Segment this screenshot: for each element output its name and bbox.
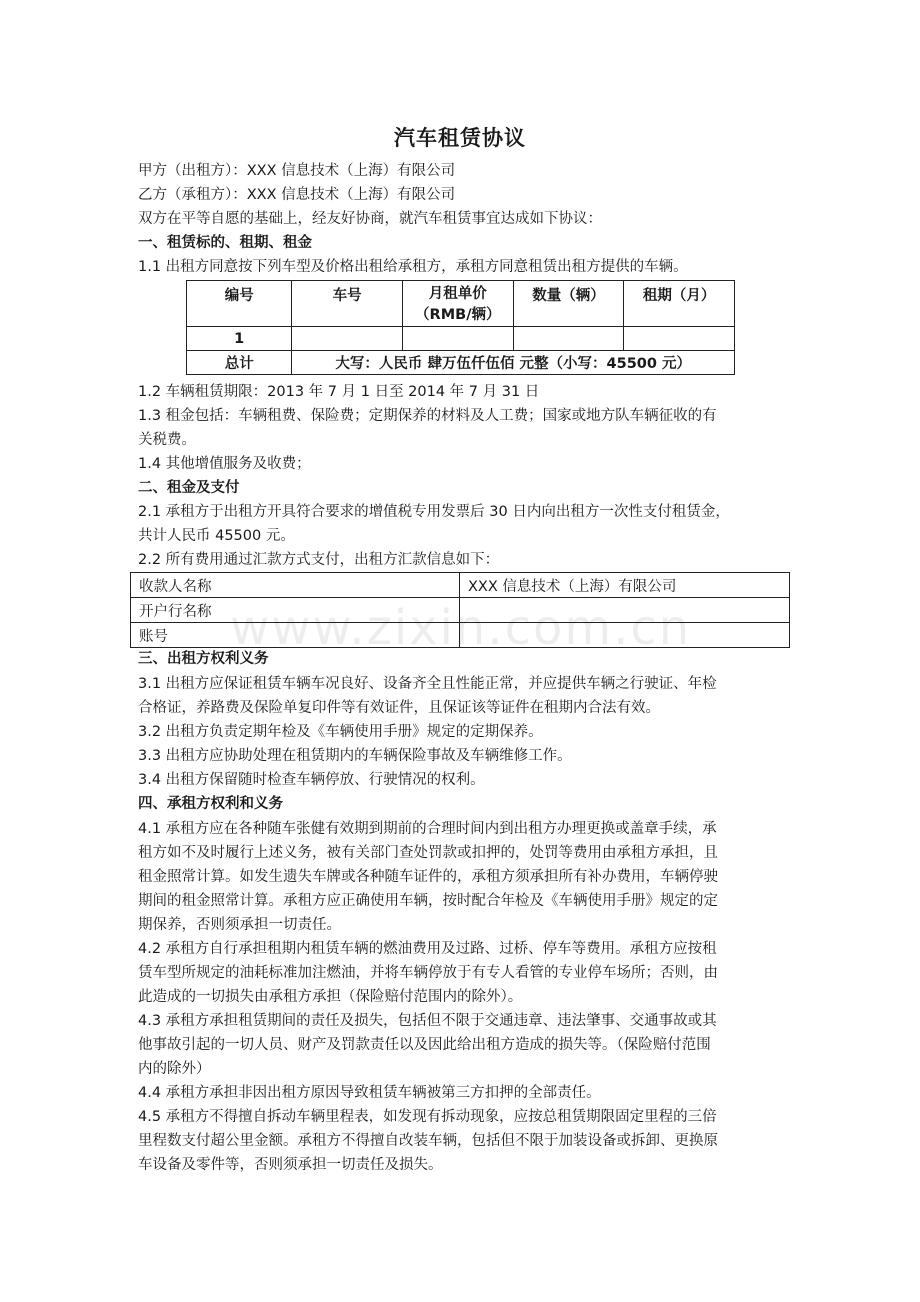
row-number-cell: 1	[187, 327, 292, 351]
row-term-cell	[624, 327, 735, 351]
clause-4-1-line4: 期间的租金照常计算。承租方应正确使用车辆，按时配合年检及《车辆使用手册》规定的定	[138, 893, 718, 909]
clause-1-3-line2: 关税费。	[138, 432, 196, 448]
table-row	[131, 598, 790, 623]
clause-4-2-line1: 4.2 承租方自行承担租期内租赁车辆的燃油费用及过路、过桥、停车等费用。承租方应按租	[138, 941, 717, 957]
vehicle-table-header	[187, 281, 735, 327]
party-a: 甲方（出租方）：XXX 信息技术（上海）有限公司	[138, 163, 456, 179]
payee-name-value: XXX 信息技术（上海）有限公司	[460, 573, 790, 598]
clause-3-4: 3.4 出租方保留随时检查车辆停放、行驶情况的权利。	[138, 772, 485, 788]
table-total-row	[187, 351, 735, 375]
payment-info-table	[130, 572, 790, 648]
clause-2-1-line2: 共计人民币 45500 元。	[138, 528, 295, 544]
header-monthly-rent-unit: （RMB/辆）	[415, 307, 501, 323]
clause-1-3-line1: 1.3 租金包括：车辆租费、保险费；定期保养的材料及人工费；国家或地方队车辆征收的有	[138, 408, 717, 424]
clause-4-3-line3: 内的除外）	[138, 1061, 211, 1077]
header-cell-plate: 车号	[292, 281, 402, 327]
clause-1-2: 1.2 车辆租赁期限：2013 年 7 月 1 日至 2014 年 7 月 31 日	[138, 384, 540, 400]
clause-2-2: 2.2 所有费用通过汇款方式支付，出租方汇款信息如下：	[138, 552, 500, 568]
header-cell-number: 编号	[187, 281, 292, 327]
watermark: www.zixin.com.cn	[230, 600, 692, 656]
section-3-heading: 三、出租方权利义务	[138, 651, 269, 667]
table-row	[131, 573, 790, 598]
bank-name-label: 开户行名称	[131, 598, 460, 623]
total-value-cell: 大写：人民币 肆万伍仟伍佰 元整（小写：45500 元）	[292, 351, 735, 375]
clause-4-4: 4.4 承租方承担非因出租方原因导致租赁车辆被第三方扣押的全部责任。	[138, 1085, 601, 1101]
clause-3-2: 3.2 出租方负责定期年检及《车辆使用手册》规定的定期保养。	[138, 724, 543, 740]
row-rent-cell	[402, 327, 513, 351]
table-row	[131, 623, 790, 648]
party-b: 乙方（承租方）：XXX 信息技术（上海）有限公司	[138, 187, 456, 203]
clause-1-4: 1.4 其他增值服务及收费；	[138, 456, 311, 472]
clause-4-1-line5: 期保养，否则须承担一切责任。	[138, 917, 341, 933]
clause-4-2-line2: 赁车型所规定的油耗标准加注燃油，并将车辆停放于有专人看管的专业停车场所；否则，由	[138, 965, 718, 981]
account-label: 账号	[131, 623, 460, 648]
header-cell-monthly-rent	[402, 281, 513, 327]
table-row	[187, 327, 735, 351]
row-quantity-cell	[513, 327, 624, 351]
header-cell-term: 租期（月）	[624, 281, 735, 327]
clause-4-5-line1: 4.5 承租方不得擅自拆动车辆里程表，如发现有拆动现象，应按总租赁期限固定里程的三倍	[138, 1109, 717, 1125]
clause-3-3: 3.3 出租方应协助处理在租赁期内的车辆保险事故及车辆维修工作。	[138, 748, 572, 764]
header-cell-quantity: 数量（辆）	[513, 281, 624, 327]
clause-1-1: 1.1 出租方同意按下列车型及价格出租给承租方，承租方同意租赁出租方提供的车辆。	[138, 259, 688, 275]
account-value	[460, 623, 790, 648]
clause-4-3-line1: 4.3 承租方承担租赁期间的责任及损失，包括但不限于交通违章、违法肇事、交通事故或其	[138, 1013, 717, 1029]
clause-2-1-line1: 2.1 承租方于出租方开具符合要求的增值税专用发票后 30 日内向出租方一次性支付租赁金，	[138, 504, 730, 520]
payee-name-label: 收款人名称	[131, 573, 460, 598]
clause-4-5-line2: 里程数支付超公里金额。承租方不得擅自改装车辆，包括但不限于加装设备或拆卸、更换原	[138, 1133, 718, 1149]
clause-4-1-line3: 租金照常计算。如发生遗失车牌或各种随车证件的，承租方须承担所有补办费用，车辆停驶	[138, 869, 718, 885]
clause-3-1-line1: 3.1 出租方应保证租赁车辆车况良好、设备齐全且性能正常，并应提供车辆之行驶证、年检	[138, 676, 717, 692]
document-title: 汽车租赁协议	[394, 126, 526, 150]
section-2-heading: 二、租金及支付	[138, 480, 240, 496]
vehicle-table	[186, 280, 735, 375]
clause-4-1-line2: 租方如不及时履行上述义务，被有关部门查处罚款或扣押的，处罚等费用由承租方承担，且	[138, 845, 718, 861]
section-1-heading: 一、租赁标的、租期、租金	[138, 235, 312, 251]
row-plate-cell	[292, 327, 402, 351]
clause-4-5-line3: 车设备及零件等，否则须承担一切责任及损失。	[138, 1157, 443, 1173]
section-4-heading: 四、承租方权利和义务	[138, 796, 283, 812]
clause-4-2-line3: 此造成的一切损失由承租方承担（保险赔付范围内的除外）。	[138, 989, 523, 1005]
clause-3-1-line2: 合格证，养路费及保险单复印件等有效证件，且保证该等证件在租期内合法有效。	[138, 700, 660, 716]
clause-4-1-line1: 4.1 承租方应在各种随车张健有效期到期前的合理时间内到出租方办理更换或盖章手续，承	[138, 821, 717, 837]
header-monthly-rent-label: 月租单价	[428, 286, 487, 302]
preamble: 双方在平等自愿的基础上，经友好协商，就汽车租赁事宜达成如下协议：	[138, 211, 602, 227]
clause-4-3-line2: 他事故引起的一切人员、财产及罚款责任以及因此给出租方造成的损失等。（保险赔付范围	[138, 1037, 711, 1053]
total-label-cell: 总计	[187, 351, 292, 375]
bank-name-value	[460, 598, 790, 623]
